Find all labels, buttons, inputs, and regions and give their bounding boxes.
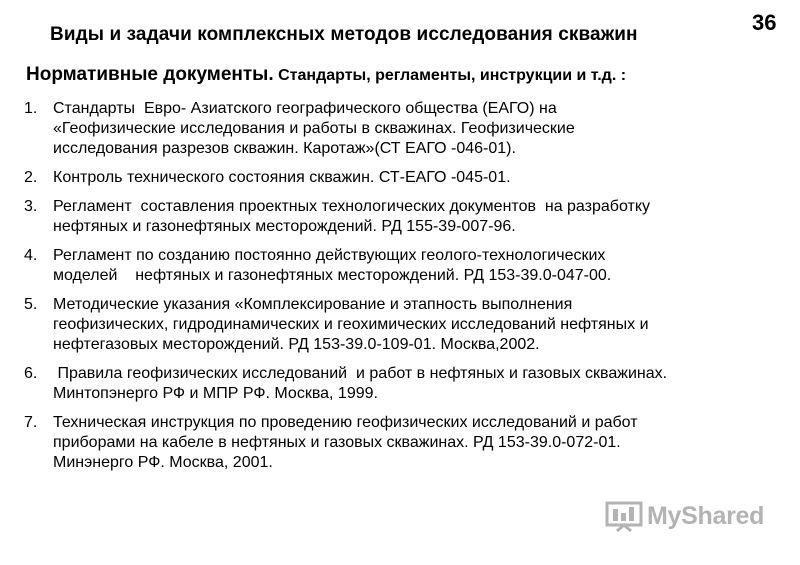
list-item-number: 7. xyxy=(24,414,38,431)
list-item xyxy=(24,99,794,159)
section-heading-main: Нормативные документы. xyxy=(26,64,274,85)
slide-title: Виды и задачи комплексных методов исследования скважин xyxy=(50,24,638,45)
list-item-number: 3. xyxy=(24,198,38,215)
list-item xyxy=(24,413,794,473)
list-item-line: Контроль технического состояния скважин. СТ-ЕАГО -045-01. xyxy=(53,169,511,186)
list-item-number: 5. xyxy=(24,296,38,313)
list-item-line: геофизических, гидродинамических и геохимических исследований нефтяных и xyxy=(53,316,649,333)
list-item-line: Методические указания «Комплексирование и этапность выполнения xyxy=(53,296,573,313)
list-item-line: Техническая инструкция по проведению геофизических исследований и работ xyxy=(53,414,638,431)
list-item-text xyxy=(53,364,794,404)
page-number: 36 xyxy=(752,10,777,35)
list-item-number: 6. xyxy=(24,365,38,382)
watermark-logo xyxy=(605,500,764,532)
list-item-text xyxy=(53,197,794,237)
list-item-number: 2. xyxy=(24,169,38,186)
list-item-line: исследования разрезов скважин. Каротаж»(СТ ЕАГО -046-01). xyxy=(53,140,516,157)
list-item-line: приборами на кабеле в нефтяных и газовых скважинах. РД 153-39.0-072-01. xyxy=(53,434,621,451)
list-item-line: Регламент составления проектных технологических документов на разработку xyxy=(53,198,650,215)
list-item-line: моделей нефтяных и газонефтяных месторождений. РД 153-39.0-047-00. xyxy=(53,267,612,284)
list-item-line: Правила геофизических исследований и работ в нефтяных и газовых скважинах. xyxy=(53,365,668,382)
list-item xyxy=(24,168,794,188)
list-item-text xyxy=(53,295,794,355)
list-item-line: Минэнерго РФ. Москва, 2001. xyxy=(53,454,273,471)
list-item-line: Стандарты Евро- Азиатского географического общества (ЕАГО) на xyxy=(53,100,557,117)
list-item-text xyxy=(53,168,794,188)
section-heading xyxy=(26,64,626,86)
list-item-text xyxy=(53,413,794,473)
document-list xyxy=(24,99,794,482)
list-item xyxy=(24,295,794,355)
list-item xyxy=(24,197,794,237)
list-item-text xyxy=(53,246,794,286)
list-item-line: Минтопэнерго РФ и МПР РФ. Москва, 1999. xyxy=(53,385,378,402)
list-item xyxy=(24,246,794,286)
section-heading-rest: Стандарты, регламенты, инструкции и т.д. : xyxy=(273,67,627,84)
presentation-board-icon xyxy=(605,500,643,532)
list-item-text xyxy=(53,99,794,159)
list-item-line: Регламент по созданию постоянно действующих геолого-технологических xyxy=(53,247,606,264)
list-item xyxy=(24,364,794,404)
watermark-text: MyShared xyxy=(647,501,765,530)
list-item-line: «Геофизические исследования и работы в скважинах. Геофизические xyxy=(53,120,575,137)
list-item-number: 4. xyxy=(24,247,38,264)
list-item-number: 1. xyxy=(24,100,38,117)
list-item-line: нефтегазовых месторождений. РД 153-39.0-109-01. Москва,2002. xyxy=(53,336,540,353)
list-item-line: нефтяных и газонефтяных месторождений. РД 155-39-007-96. xyxy=(53,218,516,235)
